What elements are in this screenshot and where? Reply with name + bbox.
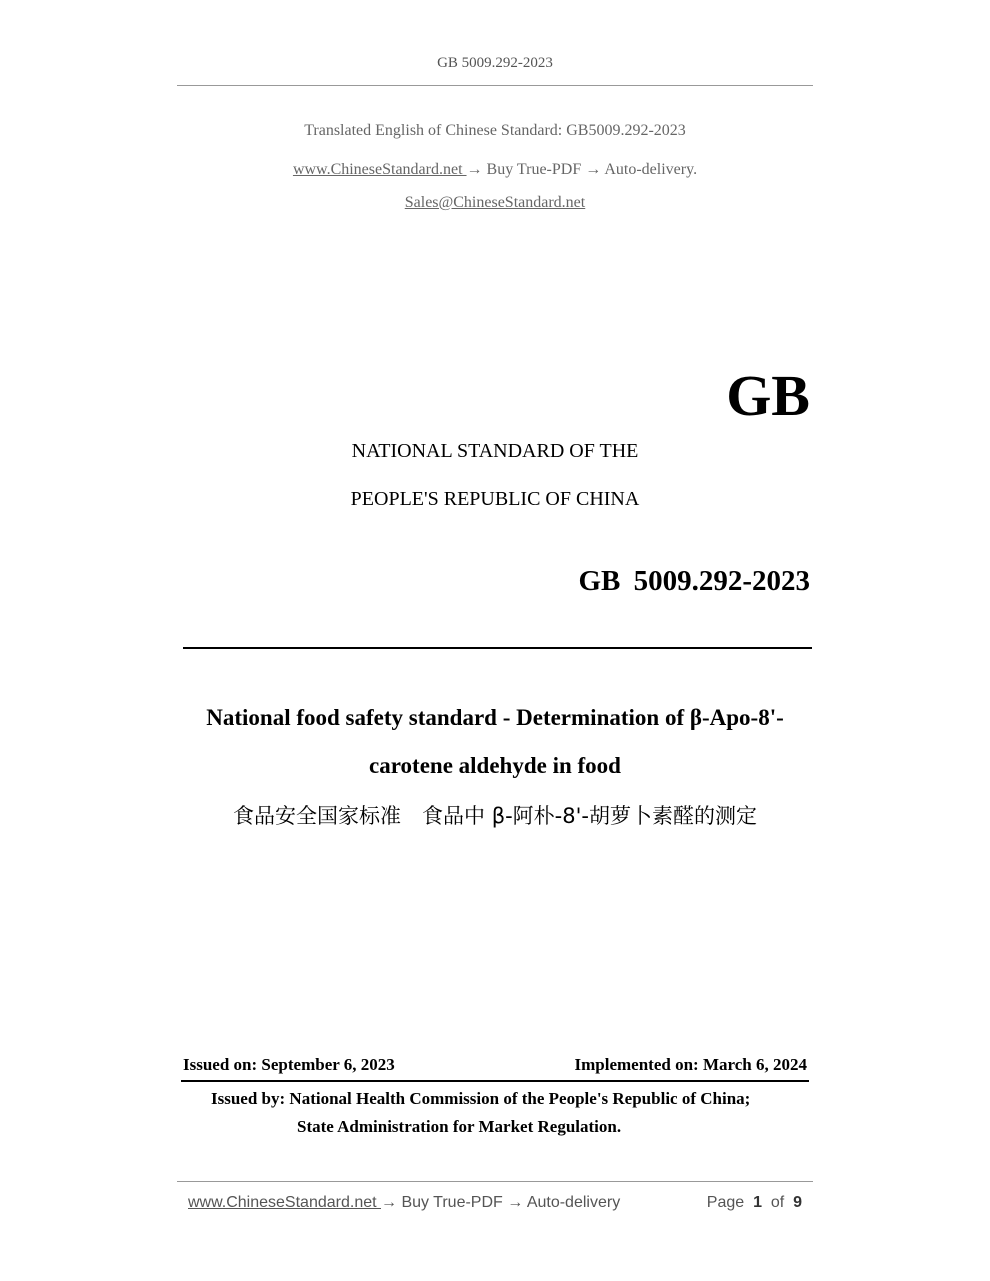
footer-purchase-line	[188, 1194, 620, 1212]
header-divider	[177, 85, 813, 86]
national-standard-line2: PEOPLE'S REPUBLIC OF CHINA	[350, 488, 640, 510]
site-link[interactable]: www.ChineseStandard.net	[292, 161, 467, 178]
sales-line	[0, 194, 990, 212]
translation-notice: Translated English of Chinese Standard: GB5009.292-2023	[304, 122, 686, 139]
page-label: Page	[706, 1194, 745, 1211]
issued-on-date: Issued on: September 6, 2023	[183, 1055, 395, 1074]
title-chinese: 食品安全国家标准 食品中 β-阿朴-8'-胡萝卜素醛的测定	[233, 804, 757, 828]
title-line1: National food safety standard - Determination of β-Apo-8'-	[206, 705, 784, 730]
footer-delivery-text: Auto-delivery	[523, 1194, 621, 1211]
footer-site-link[interactable]: www.ChineseStandard.net	[188, 1194, 381, 1211]
issuer-line1: Issued by: National Health Commission of the People's Republic of China;	[211, 1089, 751, 1108]
page-current: 1	[753, 1194, 762, 1211]
arrow-right-icon: →	[507, 1194, 524, 1211]
page-total: 9	[793, 1194, 802, 1211]
title-line2: carotene aldehyde in food	[369, 753, 621, 778]
delivery-text: Auto-delivery.	[601, 161, 698, 178]
sales-email-link[interactable]: Sales@ChineseStandard.net	[404, 194, 586, 211]
page-of: of	[770, 1194, 785, 1211]
arrow-right-icon: →	[381, 1194, 397, 1211]
standard-code: GB 5009.292-2023	[578, 565, 810, 597]
national-standard-line1: NATIONAL STANDARD OF THE	[351, 440, 639, 462]
buy-text: Buy True-PDF	[482, 161, 586, 178]
gb-mark: GB	[726, 363, 810, 428]
footer-divider	[177, 1181, 813, 1182]
purchase-line	[0, 161, 990, 179]
dates-divider	[181, 1080, 809, 1082]
running-header: GB 5009.292-2023	[437, 55, 553, 71]
page-number	[707, 1194, 802, 1212]
footer-buy-text: Buy True-PDF	[397, 1194, 508, 1211]
arrow-right-icon: →	[466, 161, 483, 178]
arrow-right-icon: →	[585, 161, 602, 178]
title-divider	[183, 647, 812, 649]
implemented-on-date: Implemented on: March 6, 2024	[574, 1055, 807, 1074]
issuer-line2: State Administration for Market Regulation.	[297, 1117, 622, 1136]
